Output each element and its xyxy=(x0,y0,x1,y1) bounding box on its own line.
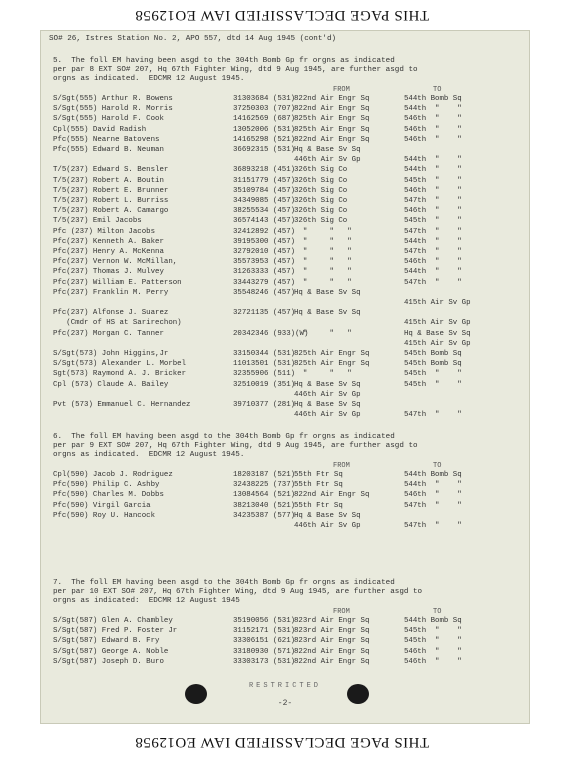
roster-cell-name: Pfc(237) Franklin M. Perry xyxy=(53,288,169,297)
document-header: SO# 26, Istres Station No. 2, APO 557, dtd 14 Aug 1945 (cont'd) xyxy=(49,35,337,43)
roster-cell-from: 446th Air Sv Gp xyxy=(294,522,361,530)
roster-cell-from: 822nd Air Engr Sq xyxy=(294,491,370,500)
roster-cell-name: S/Sgt(555) Arthur R. Bowens xyxy=(53,95,173,103)
roster-cell-from: 822nd Air Engr Sq xyxy=(294,135,370,144)
column-header-to: TO xyxy=(433,86,442,94)
roster-cell-to: 544th Bomb Sq xyxy=(404,617,462,625)
roster-cell-to: 544th " " xyxy=(404,268,462,277)
roster-cell-name: T/5(237) Robert A. Boutin xyxy=(53,176,164,185)
roster-cell-sn: 14162569 (687) xyxy=(233,115,296,124)
roster-cell-to: 544th " " xyxy=(404,481,462,490)
para6-line: 6. The foll EM having been asgd to the 304th Bomb Gp fr orgns as indicated xyxy=(53,433,395,441)
roster-cell-to: 547th " " xyxy=(404,522,462,530)
roster-cell-name: S/Sgt(573) Alexander L. Morbel xyxy=(53,360,187,369)
roster-cell-from: 822nd Air Engr Sq xyxy=(294,657,370,666)
roster-cell-name: Pfc(590) Virgil Garcia xyxy=(53,501,151,510)
roster-cell-from: Hq & Base Sv Sq xyxy=(294,401,361,409)
roster-cell-from: 823rd Air Engr Sq xyxy=(294,617,370,625)
roster-cell-from: Hq & Base Sv Sq xyxy=(294,511,361,520)
roster-cell-sn: 33303173 (531) xyxy=(233,657,296,666)
roster-cell-from: 446th Air Sv Gp xyxy=(294,156,361,165)
para6-line: orgns as indicated. EDCMR 12 August 1945. xyxy=(53,451,245,459)
roster-cell-sn: 36692315 (531) xyxy=(233,146,296,154)
roster-cell-to: 415th Air Sv Gp xyxy=(404,319,471,328)
roster-cell-name: S/Sgt(587) Fred P. Foster Jr xyxy=(53,627,178,636)
para7-line: per par 10 EXT SO# 207, Hq 67th Fighter Wing, dtd 9 Aug 1945, are further asgd to xyxy=(53,588,423,596)
roster-cell-to: 545th " " xyxy=(404,217,462,226)
roster-cell-sn: 32438225 (737) xyxy=(233,481,296,490)
roster-cell-sn: 36574143 (457) xyxy=(233,217,296,226)
roster-cell-sn: 20342346 (933)(W) xyxy=(233,329,309,338)
roster-cell-from: " " " xyxy=(294,258,352,267)
roster-cell-name: S/Sgt(587) George A. Noble xyxy=(53,647,169,656)
roster-cell-to: 544th Bomb Sq xyxy=(404,471,462,479)
roster-cell-from: 326th Sig Co xyxy=(294,176,348,185)
roster-cell-from: " " " xyxy=(294,370,352,379)
roster-cell-to: 415th Air Sv Gp xyxy=(404,339,471,348)
roster-cell-sn: 31303684 (531) xyxy=(233,95,296,103)
roster-cell-sn: 11013501 (531) xyxy=(233,360,296,369)
roster-cell-from: 326th Sig Co xyxy=(294,217,348,226)
roster-cell-from: 326th Sig Co xyxy=(294,166,348,175)
roster-cell-to: 544th " " xyxy=(404,156,462,165)
roster-cell-from: " " " xyxy=(294,237,352,246)
roster-cell-name: Pvt (573) Emmanuel C. Hernandez xyxy=(53,401,191,409)
roster-cell-to: 545th Bomb Sq xyxy=(404,350,462,358)
roster-cell-sn: 32792010 (457) xyxy=(233,248,296,256)
roster-cell-sn: 39195300 (457) xyxy=(233,237,296,246)
roster-cell-from: 55th Ftr Sq xyxy=(294,481,343,490)
roster-cell-from: " " " xyxy=(294,227,352,236)
roster-cell-from: 825th Air Engr Sq xyxy=(294,350,370,358)
roster-cell-name: Pfc (237) Milton Jacobs xyxy=(53,227,156,236)
roster-cell-sn: 33150344 (531) xyxy=(233,350,296,358)
para5-line: 5. The foll EM having been asgd to the 304th Bomb Gp fr orgns as indicated xyxy=(53,57,395,65)
declassified-banner-top: THIS PAGE DECLASSIFIED IAW EO12958 xyxy=(134,7,430,23)
roster-cell-from: 825th Air Engr Sq xyxy=(294,125,370,134)
roster-cell-name: (Cmdr of HS at Sarirechon) xyxy=(53,319,182,328)
roster-cell-name: S/Sgt(555) Harold F. Cook xyxy=(53,115,164,124)
roster-cell-from: " " " xyxy=(294,268,352,277)
roster-cell-name: Pfc(237) Kenneth A. Baker xyxy=(53,237,164,246)
roster-cell-sn: 39710377 (281) xyxy=(233,401,296,409)
roster-cell-name: T/5(237) Edward S. Bensler xyxy=(53,166,169,175)
roster-cell-to: 545th " " xyxy=(404,370,462,379)
roster-cell-to: 546th " " xyxy=(404,657,462,666)
roster-cell-name: Cpl(590) Jacob J. Rodriguez xyxy=(53,471,173,479)
roster-cell-to: 545th " " xyxy=(404,176,462,185)
roster-cell-sn: 18203187 (521) xyxy=(233,471,296,479)
document-page xyxy=(40,30,530,724)
roster-cell-to: 545th " " xyxy=(404,627,462,636)
roster-cell-name: Pfc(237) William E. Patterson xyxy=(53,278,182,287)
roster-cell-to: 415th Air Sv Gp xyxy=(404,299,471,307)
roster-cell-name: Pfc(590) Roy U. Hancock xyxy=(53,511,156,520)
roster-cell-sn: 38255534 (457) xyxy=(233,207,296,216)
roster-cell-from: 825th Air Engr Sq xyxy=(294,115,370,124)
roster-cell-name: Sgt(573) Raymond A. J. Bricker xyxy=(53,370,187,379)
para5-line: per par 8 EXT SO# 207, Hq 67th Fighter Wing, dtd 9 Aug 1945, are further asgd to xyxy=(53,66,418,74)
roster-cell-name: Pfc(237) Alfonse J. Suarez xyxy=(53,309,169,318)
page-number: -2- xyxy=(277,699,293,708)
roster-cell-sn: 33443279 (457) xyxy=(233,278,296,287)
roster-cell-name: Cpl(555) David Radish xyxy=(53,125,147,134)
roster-cell-from: 55th Ftr Sq xyxy=(294,501,343,510)
declassified-banner-bottom: THIS PAGE DECLASSIFIED IAW EO12958 xyxy=(134,734,430,750)
roster-cell-to: 546th " " xyxy=(404,186,462,195)
roster-cell-from: 825th Air Engr Sq xyxy=(294,360,370,369)
roster-cell-name: T/5(237) Robert A. Camargo xyxy=(53,207,169,216)
roster-cell-sn: 34349085 (457) xyxy=(233,197,296,205)
roster-cell-sn: 38213040 (521) xyxy=(233,501,296,510)
para7-line: 7. The foll EM having been asgd to the 304th Bomb Gp fr orgns as indicated xyxy=(53,579,395,587)
roster-cell-from: " " " xyxy=(294,248,352,256)
roster-cell-from: 446th Air Sv Gp xyxy=(294,411,361,420)
roster-cell-sn: 31152171 (531) xyxy=(233,627,296,636)
roster-cell-sn: 32510019 (351) xyxy=(233,380,296,389)
roster-cell-from: " " " xyxy=(294,278,352,287)
restricted-marking: RESTRICTED xyxy=(248,682,321,690)
roster-cell-sn: 33180930 (571) xyxy=(233,647,296,656)
roster-cell-from: Hq & Base Sv Sq xyxy=(294,309,361,318)
roster-cell-name: S/Sgt(573) John Higgins,Jr xyxy=(53,350,169,358)
roster-cell-to: 546th " " xyxy=(404,491,462,500)
roster-cell-to: 546th " " xyxy=(404,647,462,656)
roster-cell-sn: 13084564 (521) xyxy=(233,491,296,500)
roster-cell-from: Hq & Base Sv Sq xyxy=(294,146,361,154)
roster-cell-sn: 31263333 (457) xyxy=(233,268,296,277)
roster-cell-sn: 35548246 (457) xyxy=(233,288,296,297)
roster-cell-from: 446th Air Sv Gp xyxy=(294,390,361,399)
roster-cell-to: 546th " " xyxy=(404,135,462,144)
roster-cell-to: 546th " " xyxy=(404,207,462,216)
roster-cell-to: Hq & Base Sv Sq xyxy=(404,329,471,338)
roster-cell-name: S/Sgt(587) Joseph D. Buro xyxy=(53,657,164,666)
roster-cell-from: 822nd Air Engr Sq xyxy=(294,95,370,103)
roster-cell-sn: 35109784 (457) xyxy=(233,186,296,195)
roster-cell-to: 546th " " xyxy=(404,115,462,124)
roster-cell-sn: 34235387 (577) xyxy=(233,511,296,520)
roster-cell-from: 823rd Air Engr Sq xyxy=(294,627,370,636)
roster-cell-name: Pfc(237) Henry A. McKenna xyxy=(53,248,164,256)
roster-cell-from: 326th Sig Co xyxy=(294,197,348,205)
column-header-from: FROM xyxy=(333,462,350,470)
roster-cell-sn: 32355906 (511) xyxy=(233,370,296,379)
roster-cell-from: 326th Sig Co xyxy=(294,186,348,195)
roster-cell-sn: 14165298 (521) xyxy=(233,135,296,144)
roster-cell-sn: 35573953 (457) xyxy=(233,258,296,267)
roster-cell-name: Pfc(555) Edward B. Neuman xyxy=(53,146,164,154)
roster-cell-from: Hq & Base Sv Sq xyxy=(294,380,361,389)
roster-cell-to: 546th " " xyxy=(404,258,462,267)
roster-cell-name: Pfc(237) Thomas J. Mulvey xyxy=(53,268,164,277)
roster-cell-name: S/Sgt(555) Harold R. Morris xyxy=(53,105,173,114)
roster-cell-sn: 13052006 (531) xyxy=(233,125,296,134)
roster-cell-to: 545th " " xyxy=(404,637,462,646)
roster-cell-to: 544th " " xyxy=(404,105,462,114)
column-header-to: TO xyxy=(433,462,442,470)
roster-cell-name: Pfc(237) Morgan C. Tanner xyxy=(53,329,164,338)
roster-cell-from: 822nd Air Engr Sq xyxy=(294,105,370,114)
roster-cell-name: S/Sgt(587) Glen A. Chambley xyxy=(53,617,173,625)
roster-cell-to: 547th " " xyxy=(404,501,462,510)
roster-cell-name: T/5(237) Emil Jacobs xyxy=(53,217,142,226)
column-header-from: FROM xyxy=(333,86,350,94)
column-header-from: FROM xyxy=(333,608,350,616)
roster-cell-sn: 37250303 (707) xyxy=(233,105,296,114)
roster-cell-from: 326th Sig Co xyxy=(294,207,348,216)
roster-cell-sn: 32721135 (457) xyxy=(233,309,296,318)
roster-cell-name: Pfc(237) Vernon W. McMillan, xyxy=(53,258,178,267)
para7-line: orgns as indicated: EDCMR 12 August 1945 xyxy=(53,597,240,605)
roster-cell-from: 822nd Air Engr Sq xyxy=(294,647,370,656)
roster-cell-from: 55th Ftr Sq xyxy=(294,471,343,479)
roster-cell-name: S/Sgt(587) Edward B. Fry xyxy=(53,637,160,646)
roster-cell-to: 547th " " xyxy=(404,411,462,420)
roster-cell-from: " " " xyxy=(294,329,352,338)
column-header-to: TO xyxy=(433,608,442,616)
roster-cell-name: Pfc(555) Nearne Batovens xyxy=(53,135,160,144)
roster-cell-to: 545th " " xyxy=(404,380,462,389)
roster-cell-to: 545th Bomb Sq xyxy=(404,360,462,369)
roster-cell-sn: 35190056 (531) xyxy=(233,617,296,625)
roster-cell-name: Cpl (573) Claude A. Bailey xyxy=(53,380,169,389)
para6-line: per par 9 EXT SO# 207, Hq 67th Fighter Wing, dtd 9 Aug 1945, are further asgd to xyxy=(53,442,418,450)
roster-cell-to: 544th " " xyxy=(404,166,462,175)
roster-cell-to: 547th " " xyxy=(404,197,462,205)
para5-line: orgns as indicated. EDCMR 12 August 1945. xyxy=(53,75,245,83)
roster-cell-name: Pfc(590) Philip C. Ashby xyxy=(53,481,160,490)
roster-cell-from: Hq & Base Sv Sq xyxy=(294,288,361,297)
roster-cell-name: Pfc(590) Charles M. Dobbs xyxy=(53,491,164,500)
roster-cell-sn: 33306151 (621) xyxy=(233,637,296,646)
roster-cell-to: 547th " " xyxy=(404,227,462,236)
roster-cell-sn: 36893218 (451) xyxy=(233,166,296,175)
roster-cell-name: T/5(237) Robert L. Burriss xyxy=(53,197,169,205)
roster-cell-to: 544th Bomb Sq xyxy=(404,95,462,103)
roster-cell-to: 546th " " xyxy=(404,125,462,134)
roster-cell-name: T/5(237) Robert E. Brunner xyxy=(53,186,169,195)
roster-cell-from: 823rd Air Engr Sq xyxy=(294,637,370,646)
roster-cell-to: 544th " " xyxy=(404,237,462,246)
roster-cell-sn: 31151779 (457) xyxy=(233,176,296,185)
roster-cell-to: 547th " " xyxy=(404,278,462,287)
roster-cell-sn: 32412892 (457) xyxy=(233,227,296,236)
roster-cell-to: 547th " " xyxy=(404,248,462,256)
